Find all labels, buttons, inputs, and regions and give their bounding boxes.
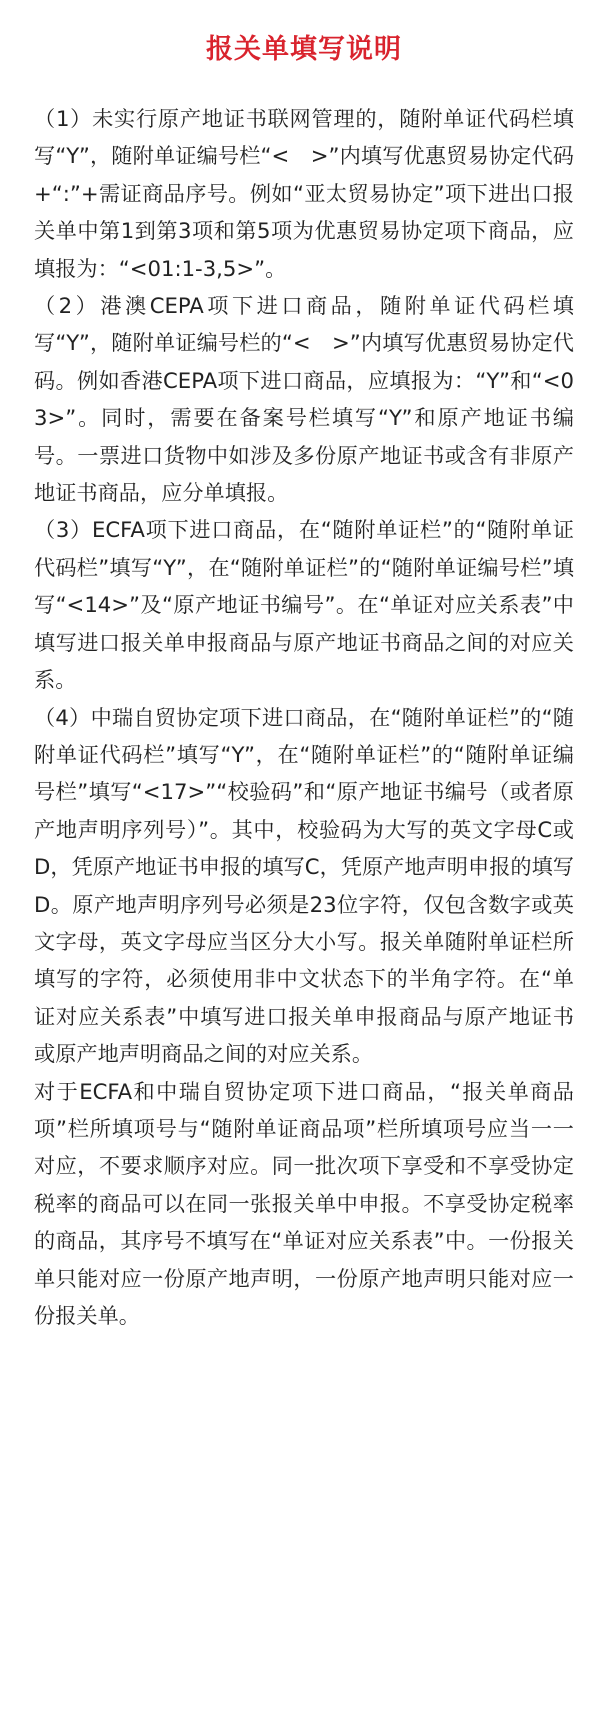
paragraph-item-1: （1）未实行原产地证书联网管理的，随附单证代码栏填写“Y”，随附单证编号栏“< >”内填写优惠贸易协定代码+“:”+需证商品序号。例如“亚太贸易协定”项下进出口报关单中第1到第3项和第5项为优惠贸易协定项下商品，应填报为：“<01:1-3,5>”。 [34,106,574,281]
paragraph-item-4: （4）中瑞自贸协定项下进口商品，在“随附单证栏”的“随附单证代码栏”填写“Y”，在“随附单证栏”的“随附单证编号栏”填写“<17>”“校验码”和“原产地证书编号（或者原产地声明序列号）”。其中，校验码为大写的英文字母C或D，凭原产地证书申报的填写C，凭原产地声明申报的填写D。原产地声明序列号必须是23位字符，仅包含数字或英文字母，英文字母应当区分大小写。报关单随附单证栏所填写的字符，必须使用非中文状态下的半角字符。在“单证对应关系表”中填写进口报关单申报商品与原产地证书或原产地声明商品之间的对应关系。 [34,704,574,1067]
page-title: 报关单填写说明 [206,34,402,65]
paragraph-item-5: 对于ECFA和中瑞自贸协定项下进口商品，“报关单商品项”栏所填项号与“随附单证商品项”栏所填项号应当一一对应，不要求顺序对应。同一批次项下享受和不享受协定税率的商品可以在同一张报关单中申报。不享受协定税率的商品，其序号不填写在“单证对应关系表”中。一份报关单只能对应一份原产地声明，一份原产地声明只能对应一份报关单。 [34,1078,574,1328]
paragraph-item-3: （3）ECFA项下进口商品，在“随附单证栏”的“随附单证代码栏”填写“Y”，在“随附单证栏”的“随附单证编号栏”填写“<14>”及“原产地证书编号”。在“单证对应关系表”中填写进口报关单申报商品与原产地证书商品之间的对应关系。 [34,517,574,693]
paragraph-item-2: （2）港澳CEPA项下进口商品，随附单证代码栏填写“Y”，随附单证编号栏的“< >”内填写优惠贸易协定代码。例如香港CEPA项下进口商品，应填报为：“Y”和“<03>”。同时，需要在备案号栏填写“Y”和原产地证书编号。一票进口货物中如涉及多份原产地证书或含有非原产地证书商品，应分单填报。 [34,293,574,506]
